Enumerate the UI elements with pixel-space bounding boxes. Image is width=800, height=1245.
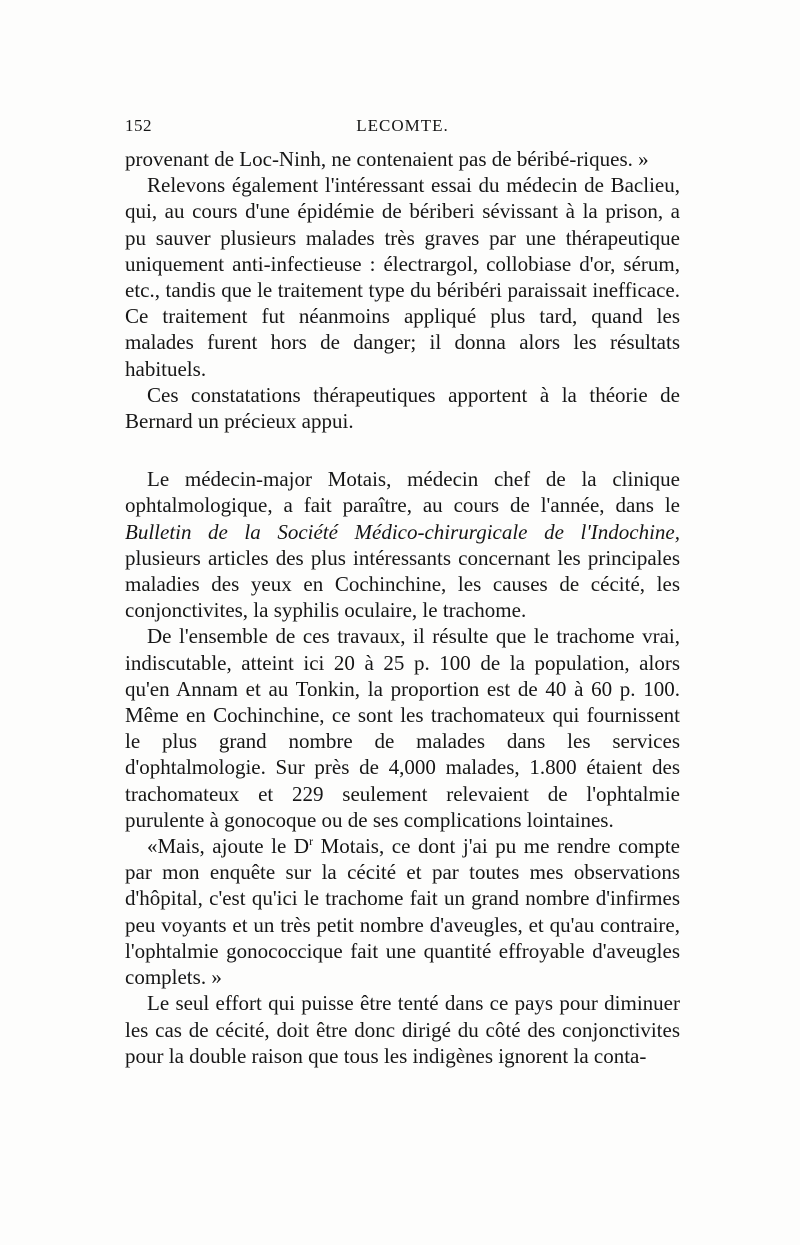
- page-number: 152: [125, 116, 152, 135]
- bulletin-title: Bulletin de la Société Médico-chirurgicale de l'Indochine,: [125, 519, 680, 544]
- paragraph-baclieu-trial: Relevons également l'intéressant essai du médecin de Baclieu, qui, au cours d'une épidémie de bériberi sévissant à la prison, a pu sauver plusieurs malades très graves par une thérapeutique uniquement anti-infectieuse : électrargol, collobiase d'or, sérum, etc., tandis que le traitement type du béribéri paraissait inefficace. Ce traitement fut néanmoins appliqué plus tard, quand les malades furent hors de danger; il donna alors les résultats habituels.: [125, 173, 680, 381]
- paragraph-motais-articles: Le médecin-major Motais, médecin chef de la clinique ophtalmologique, a fait paraître, au cours de l'année, dans le Bulletin de la Société Médico-chirurgicale de l'Indochine, plusieurs articles des plus intéressants concernant les principales maladies des yeux en Cochinchine, les causes de cécité, les conjonctivites, la syphilis oculaire, le trachome.: [125, 467, 680, 623]
- paragraph-motais-quote: «Mais, ajoute le $D^r$ Motais, ce dont j'ai pu me rendre compte par mon enquête sur la cécité et par toutes mes observations d'hôpital, c'est qu'ici le trachome fait un grand nombre d'infirmes peu voyants et un très petit nombre d'aveugles, et qu'au contraire, l'ophtalmie gonococcique fait une quantité effroyable d'aveugles complets. »: [125, 834, 680, 990]
- paragraph-bernard-theory: Ces constatations thérapeutiques apportent à la théorie de Bernard un précieux appui.: [125, 382, 680, 434]
- running-title: LECOMTE.: [356, 116, 449, 135]
- paragraph-trachoma-statistics: De l'ensemble de ces travaux, il résulte que le trachome vrai, indiscutable, atteint ici 20 à 25 p. 100 de la population, alors qu'en Annam et au Tonkin, la proportion est de 40 à 60 p. 100. Même en Cochinchine, ce sont les trachomateux qui fournissent le plus grand nombre de malades dans les services d'ophtalmologie. Sur près de 4,000 malades, 1.800 étaient des trachomateux et 229 seulement relevaient de l'ophtalmie purulente à gonocoque ou de ses complications lointaines.: [125, 624, 680, 832]
- paragraph-continuation: provenant de Loc-Ninh, ne contenaient pas de béribé-riques. »: [125, 147, 649, 171]
- paragraph-conjunctivitis-effort: Le seul effort qui puisse être tenté dans ce pays pour diminuer les cas de cécité, doit être donc dirigé du côté des conjonctivites pour la double raison que tous les indigènes ignorent la conta-: [125, 991, 680, 1068]
- running-header: [125, 116, 680, 142]
- superscript-r: r: [309, 834, 314, 849]
- body-text: [125, 146, 680, 1069]
